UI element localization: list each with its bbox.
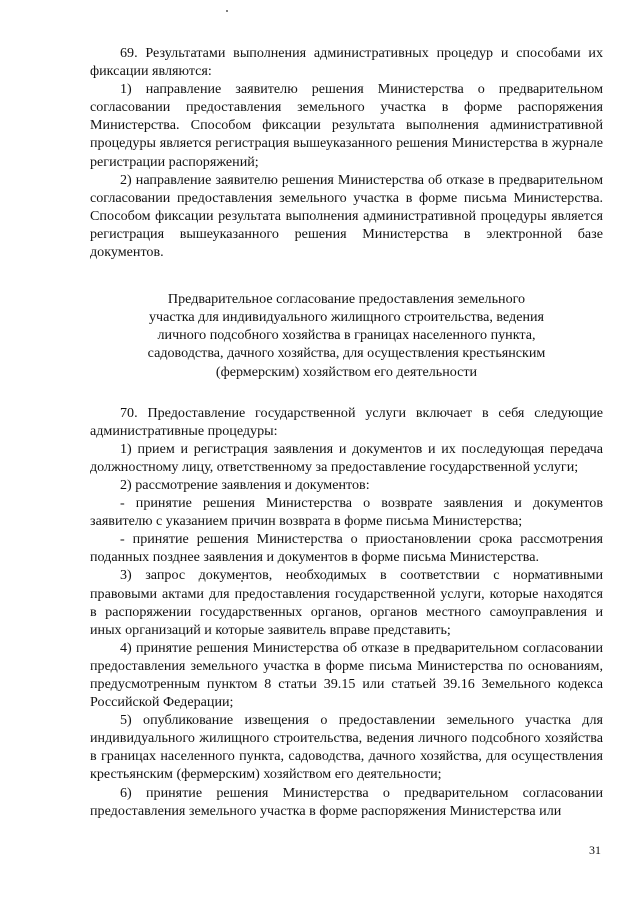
section-heading: Предварительное согласование предоставления земельного участка для индивидуального жилищного строительства, ведения личного подсобного хозяйства в границах населенного пункта, садоводства, дачного хозяйства, для осуществления крестьянским (фермерским) хозяйством его деятельности (147, 291, 546, 380)
paragraph-69-item-1: 1) направление заявителю решения Министерства о предварительном согласовании предоставления земельного участка в форме распоряжения Министерства. Способом фиксации результата выполнения административной процедуры является регистрация вышеуказанного решения Министерства в журнале регистрации распоряжений; (90, 81, 603, 170)
paragraph-70-intro: 70. Предоставление государственной услуги включает в себя следующие административные процедуры: (90, 404, 603, 439)
paragraph-70-item-2: 2) рассмотрение заявления и документов: (120, 476, 370, 493)
page-number: 31 (589, 843, 601, 857)
paragraph-70-item-1: 1) прием и регистрация заявления и документов и их последующая передача должностному лицу, ответственному за предоставление государственной услуги; (90, 440, 603, 475)
scan-speck (226, 10, 228, 12)
paragraph-70-item-6: 6) принятие решения Министерства о предварительном согласовании предоставления земельного участка в форме распоряжения Министерства или (90, 784, 603, 819)
paragraph-69-item-2: 2) направление заявителю решения Министерства об отказе в предварительном согласовании предоставления земельного участка в форме письма Министерства. Способом фиксации результата выполнения административной процедуры является регистрация вышеуказанного решения Министерства в электронной базе документов. (90, 171, 603, 261)
paragraph-70-item-4: 4) принятие решения Министерства об отказе в предварительном согласовании предоставления земельного участка в форме письма Министерства по основаниям, предусмотренным пунктом 8 статьи 39.15 или статьей 39.16 Земельного кодекса Российской Федерации; (90, 639, 603, 711)
paragraph-69-intro: 69. Результатами выполнения административных процедур и способами их фиксации являются: (90, 45, 603, 80)
paragraph-70-item-5: 5) опубликование извещения о предоставлении земельного участка для индивидуального жилищного строительства, ведения личного подсобного хозяйства в границах населенного пункта, садоводства, дачного хозяйства, для осуществления крестьянским (фермерским) хозяйством его деятельности; (90, 712, 603, 783)
document-page (90, 44, 603, 820)
paragraph-70-item-2-dash-1: - принятие решения Министерства о возврате заявления и документов заявителю с указанием причин возврата в форме письма Министерства; (90, 495, 603, 530)
heading-spacer (90, 381, 603, 404)
paragraph-70-item-2-dash-2: - принятие решения Министерства о приостановлении срока рассмотрения поданных позднее заявления и документов в форме письма Министерства. (90, 531, 603, 566)
paragraph-70-item-3: 3) запрос документов, необходимых в соответствии с нормативными правовыми актами для предоставления государственной услуги, которые находятся в распоряжении государственных органов, органов местного самоуправления и иных организаций и которые заявитель вправе представить; (90, 567, 603, 638)
